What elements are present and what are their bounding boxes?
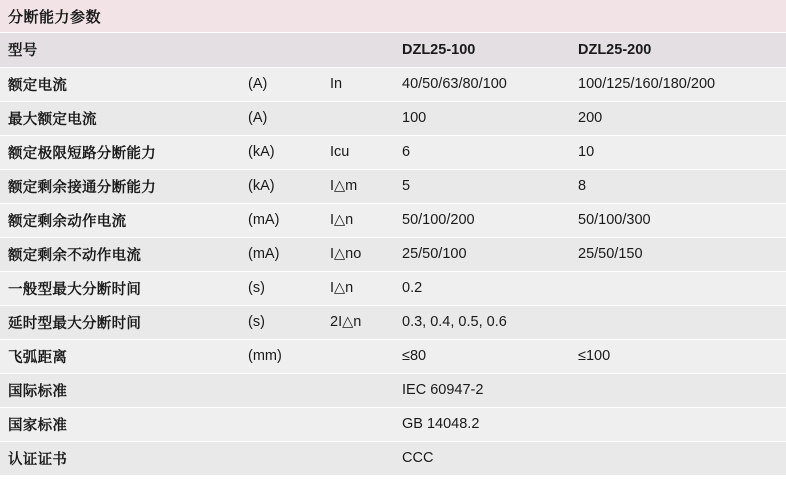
row-value-dzl25-200: [570, 373, 786, 407]
row-value-dzl25-100: IEC 60947-2: [394, 373, 570, 407]
row-label: 额定剩余不动作电流: [0, 237, 240, 271]
row-value-dzl25-200: [570, 441, 786, 475]
row-symbol: In: [322, 67, 394, 101]
row-label: 额定极限短路分断能力: [0, 135, 240, 169]
row-label: 额定剩余动作电流: [0, 203, 240, 237]
header-cell-model: 型号: [0, 33, 240, 67]
row-value-dzl25-100: 25/50/100: [394, 237, 570, 271]
row-symbol: [322, 407, 394, 441]
header-cell-dzl25-200: DZL25-200: [570, 33, 786, 67]
row-value-dzl25-200: 25/50/150: [570, 237, 786, 271]
row-unit: (A): [240, 101, 322, 135]
row-value-dzl25-100: 5: [394, 169, 570, 203]
row-symbol: 2I△n: [322, 305, 394, 339]
row-label: 最大额定电流: [0, 101, 240, 135]
table-row: [0, 237, 786, 271]
section-title-bar: [0, 0, 786, 33]
row-label: 额定电流: [0, 67, 240, 101]
header-cell-symbol: [322, 33, 394, 67]
row-unit: (mm): [240, 339, 322, 373]
row-value-dzl25-200: [570, 305, 786, 339]
row-symbol: I△no: [322, 237, 394, 271]
row-value-dzl25-100: 0.2: [394, 271, 570, 305]
row-symbol: [322, 339, 394, 373]
table-row: [0, 169, 786, 203]
row-value-dzl25-100: 0.3, 0.4, 0.5, 0.6: [394, 305, 570, 339]
table-row: [0, 407, 786, 441]
row-symbol: I△m: [322, 169, 394, 203]
table-row: [0, 101, 786, 135]
row-value-dzl25-100: ≤80: [394, 339, 570, 373]
row-unit: (kA): [240, 169, 322, 203]
row-unit: (mA): [240, 237, 322, 271]
header-cell-unit: [240, 33, 322, 67]
page-title: 分断能力参数: [8, 8, 102, 26]
specification-table: [0, 33, 786, 476]
table-row: [0, 135, 786, 169]
row-value-dzl25-200: [570, 407, 786, 441]
row-value-dzl25-200: ≤100: [570, 339, 786, 373]
row-label: 飞弧距离: [0, 339, 240, 373]
row-unit: [240, 441, 322, 475]
table-row: [0, 203, 786, 237]
row-value-dzl25-200: 8: [570, 169, 786, 203]
row-symbol: [322, 101, 394, 135]
row-label: 国际标准: [0, 373, 240, 407]
row-unit: [240, 373, 322, 407]
row-symbol: [322, 441, 394, 475]
table-row: [0, 67, 786, 101]
row-unit: (s): [240, 305, 322, 339]
row-unit: (kA): [240, 135, 322, 169]
row-label: 延时型最大分断时间: [0, 305, 240, 339]
row-value-dzl25-100: 100: [394, 101, 570, 135]
row-symbol: I△n: [322, 203, 394, 237]
row-label: 认证证书: [0, 441, 240, 475]
row-symbol: I△n: [322, 271, 394, 305]
row-value-dzl25-200: [570, 271, 786, 305]
row-unit: [240, 407, 322, 441]
table-header-row: [0, 33, 786, 67]
table-row: [0, 271, 786, 305]
row-value-dzl25-200: 50/100/300: [570, 203, 786, 237]
row-symbol: [322, 373, 394, 407]
row-unit: (A): [240, 67, 322, 101]
row-value-dzl25-200: 100/125/160/180/200: [570, 67, 786, 101]
row-value-dzl25-100: 50/100/200: [394, 203, 570, 237]
row-value-dzl25-100: CCC: [394, 441, 570, 475]
row-value-dzl25-100: 6: [394, 135, 570, 169]
row-label: 额定剩余接通分断能力: [0, 169, 240, 203]
row-value-dzl25-200: 10: [570, 135, 786, 169]
row-unit: (s): [240, 271, 322, 305]
table-row: [0, 373, 786, 407]
row-symbol: Icu: [322, 135, 394, 169]
row-label: 一般型最大分断时间: [0, 271, 240, 305]
row-value-dzl25-200: 200: [570, 101, 786, 135]
row-value-dzl25-100: GB 14048.2: [394, 407, 570, 441]
table-row: [0, 305, 786, 339]
row-unit: (mA): [240, 203, 322, 237]
table-row: [0, 441, 786, 475]
header-cell-dzl25-100: DZL25-100: [394, 33, 570, 67]
table-row: [0, 339, 786, 373]
row-label: 国家标准: [0, 407, 240, 441]
row-value-dzl25-100: 40/50/63/80/100: [394, 67, 570, 101]
